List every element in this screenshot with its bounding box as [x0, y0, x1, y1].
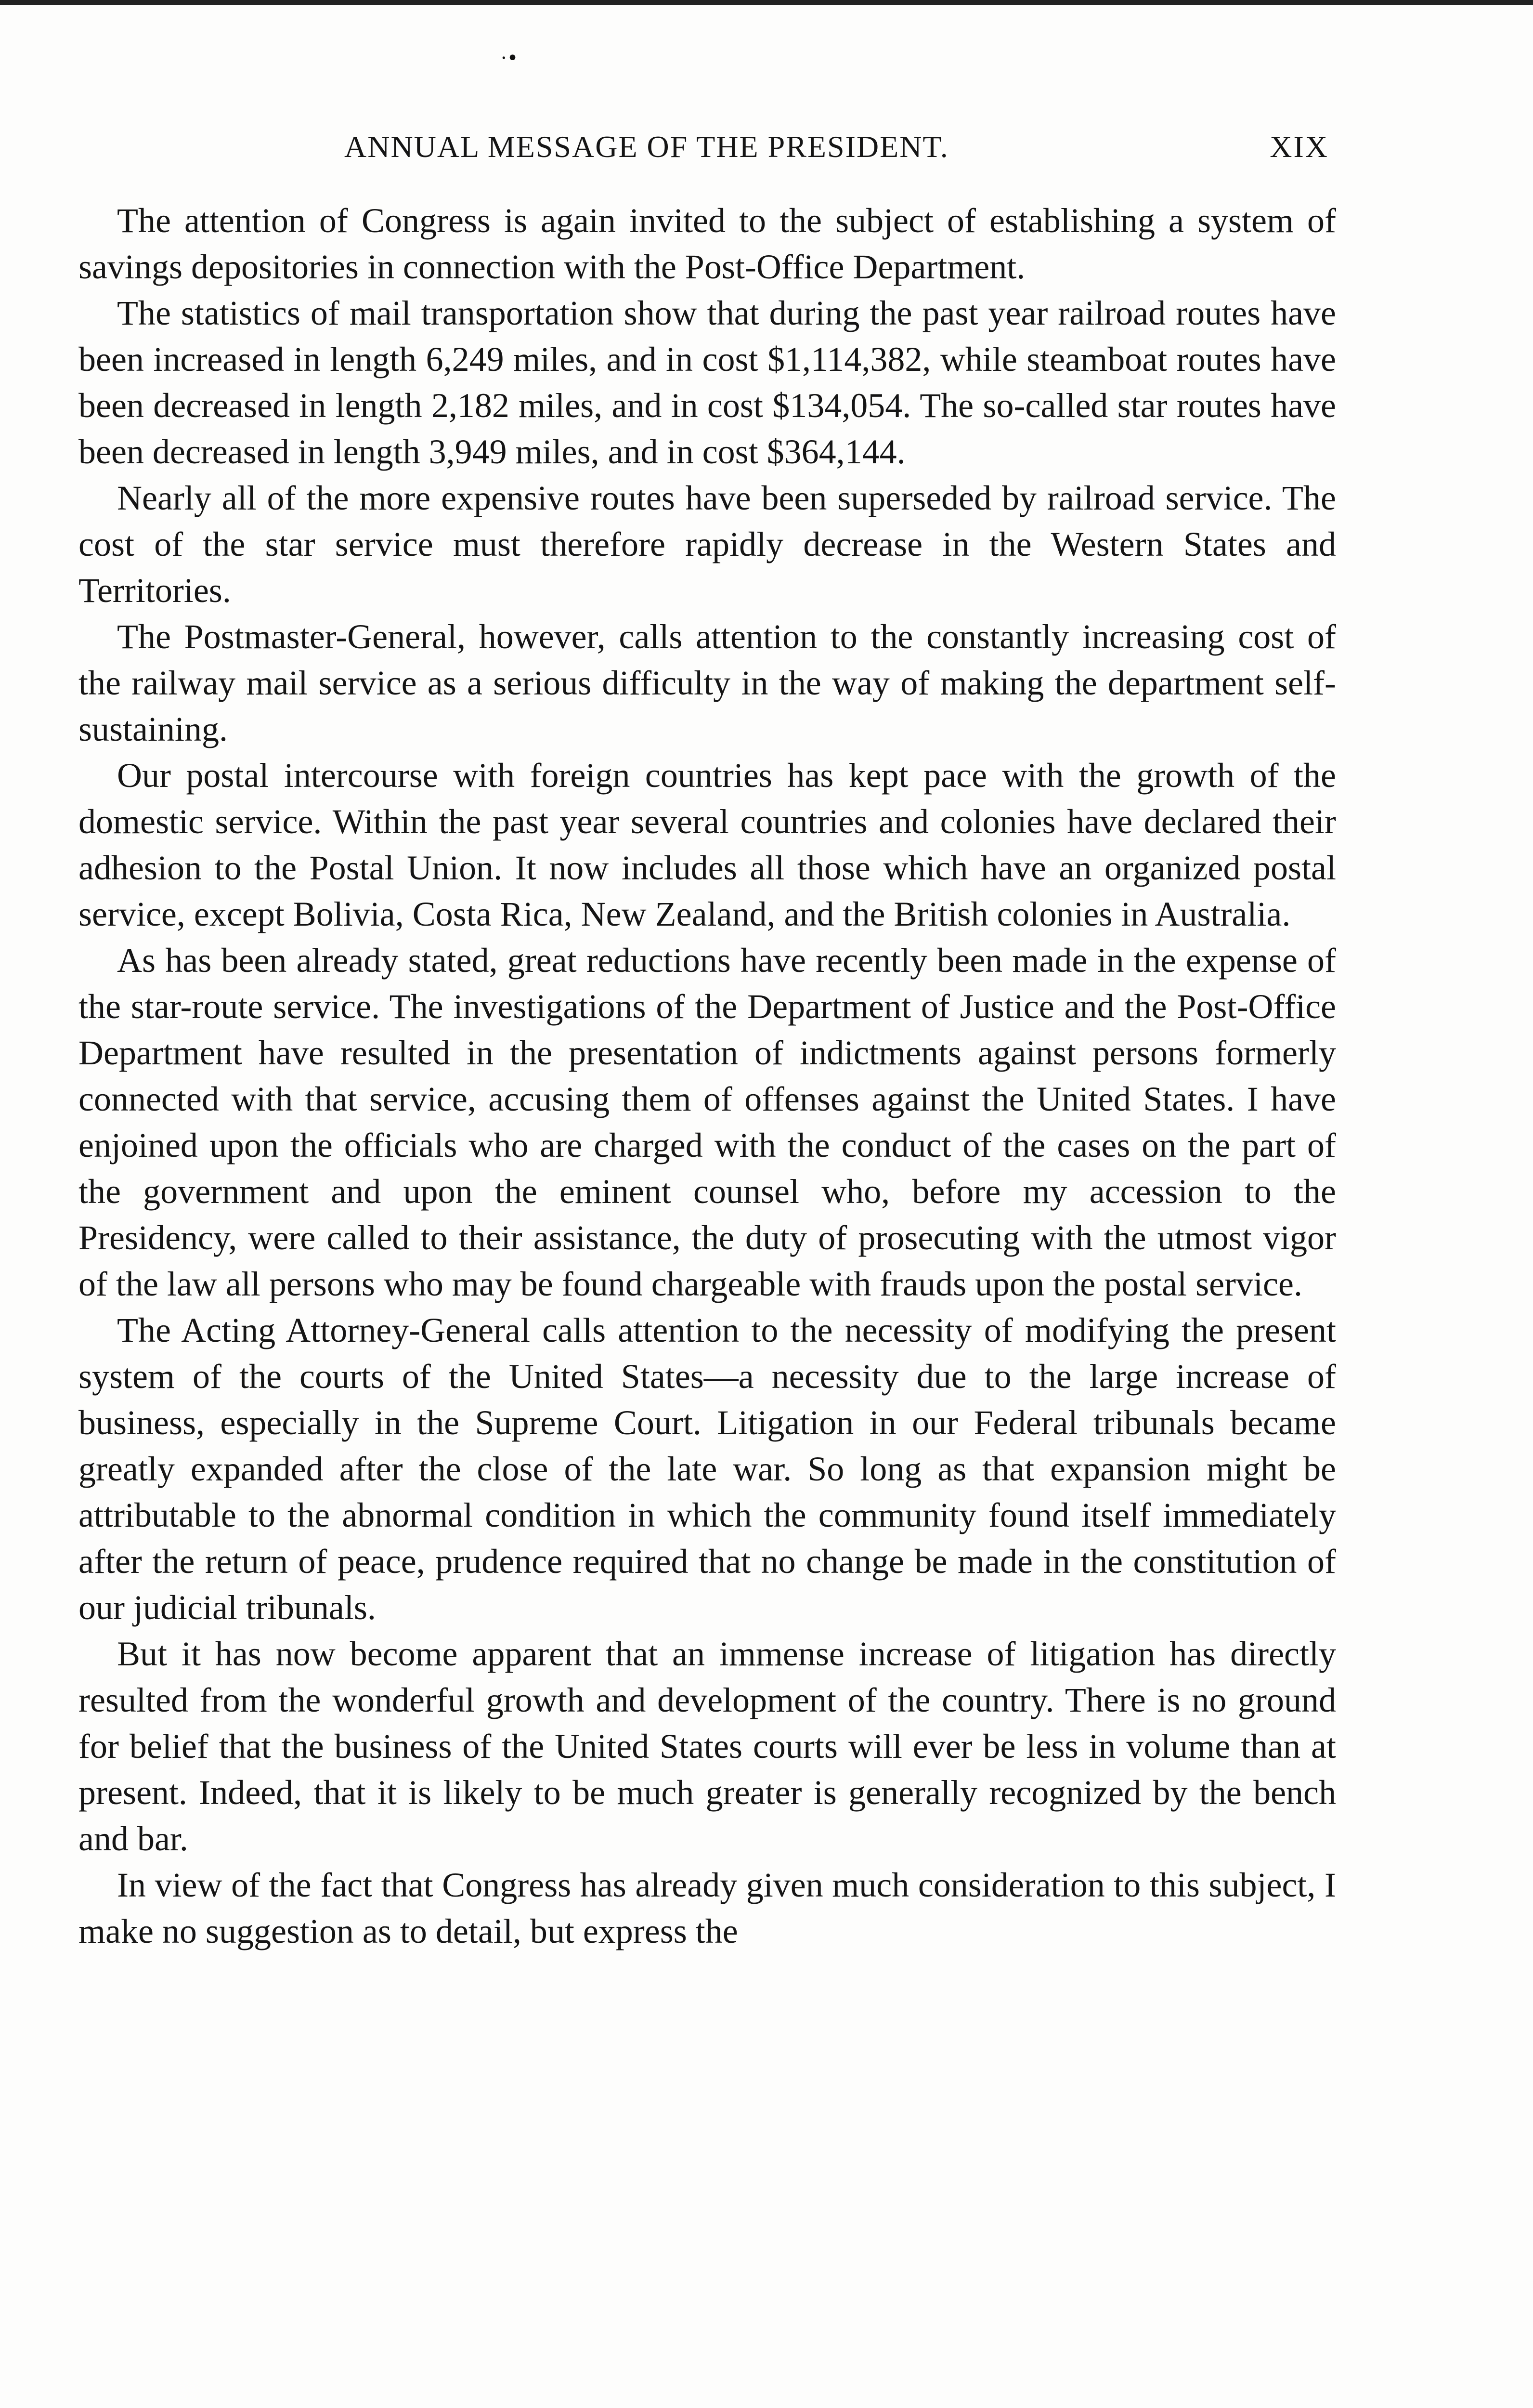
top-edge-rule	[0, 0, 1533, 5]
paragraph-court-system-modification: The Acting Attorney-General calls attention to the necessity of modifying the present system of the courts of the United States—a necessity due to the large increase of business, especially in the Supreme Court. Litigation in our Federal tribunals became greatly expanded after the close of the late war. So long as that expansion might be attributable to the abnormal condition in which the community found itself immediately after the return of peace, prudence required that no change be made in the constitution of our judicial tribunals.	[78, 1311, 1336, 1627]
running-title: ANNUAL MESSAGE OF THE PRESIDENT.	[344, 130, 949, 164]
paragraph-star-route-investigations: As has been already stated, great reductions have recently been made in the expense of the star-route service. The investigations of the Department of Justice and the Post-Office Department have resulted in the presentation of indictments against persons formerly connected with that service, accusing them of offenses against the United States. I have enjoined upon the officials who are charged with the conduct of the cases on the part of the government and upon the eminent counsel who, before my accession to the Presidency, were called to their assistance, the duty of prosecuting with the utmost vigor of the law all persons who may be found chargeable with frauds upon the postal service.	[78, 941, 1336, 1303]
paragraph-savings-depositories: The attention of Congress is again invited to the subject of establishing a system of savings depositories in connection with the Post-Office Department.	[78, 201, 1336, 286]
paragraph-congress-consideration: In view of the fact that Congress has already given much consideration to this subject, I make no suggestion as to detail, but express the	[78, 1866, 1336, 1950]
page-number: XIX	[1270, 130, 1329, 164]
page-header	[344, 129, 1329, 177]
paragraph-postal-union: Our postal intercourse with foreign countries has kept pace with the growth of the domestic service. Within the past year several countries and colonies have declared their adhesion to the Postal Union. It now includes all those which have an organized postal service, except Bolivia, Costa Rica, New Zealand, and the British colonies in Australia.	[78, 756, 1336, 933]
paragraph-railway-mail-cost: The Postmaster-General, however, calls attention to the constantly increasing cost of the railway mail service as a serious difficulty in the way of making the department self-sustaining.	[78, 617, 1336, 748]
paragraph-mail-transportation-statistics: The statistics of mail transportation show that during the past year railroad routes have been increased in length 6,249 miles, and in cost $1,114,382, while steamboat routes have been decreased in length 2,182 miles, and in cost $134,054. The so-called star routes have been decreased in length 3,949 miles, and in cost $364,144.	[78, 294, 1336, 471]
paragraph-star-service-cost: Nearly all of the more expensive routes have been superseded by railroad service. The cost of the star service must therefore rapidly decrease in the Western States and Territories.	[78, 479, 1336, 610]
print-speck-mark: ·•	[501, 47, 519, 69]
body-text	[78, 197, 1336, 1954]
paragraph-litigation-increase: But it has now become apparent that an immense increase of litigation has directly resulted from the wonderful growth and development of the country. There is no ground for belief that the business of the United States courts will ever be less in volume than at present. Indeed, that it is likely to be much greater is generally recognized by the bench and bar.	[78, 1635, 1336, 1858]
